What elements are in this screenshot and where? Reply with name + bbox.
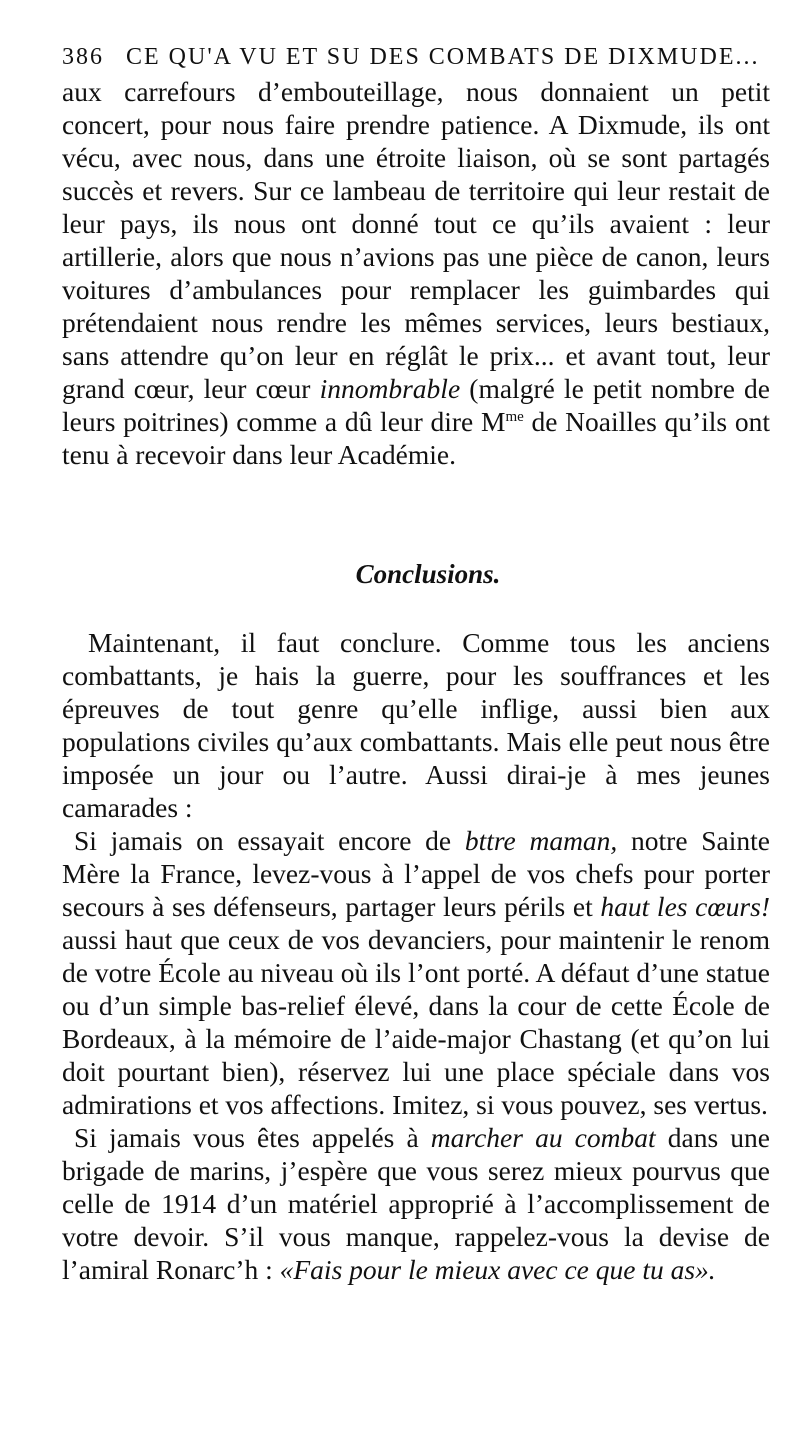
paragraph-motto — [62, 1121, 770, 1286]
paragraph-exhortation — [62, 824, 770, 1121]
paragraph-text: aussi haut que ceux de vos devanciers, pour maintenir le renom de votre École au niveau où ils l’ont porté. A défaut d’une statue ou d’un simple bas-relief élevé, dans la cour de cette École de Bordeaux, à la mémoire de l’aide-major Chastang (et qu’on lui doit pourtant bien), réservez lui une place spéciale dans vos admirations et vos affections. Imitez, si vous pouvez, ses vertus. — [62, 924, 770, 1120]
paragraph-text: (malgré le petit nombre de leurs poitrines) comme a dû leur dire M — [62, 373, 770, 437]
paragraph-text: aux carrefours d’embouteillage, nous donnaient un petit concert, pour nous faire prendre patience. A Dixmude, ils ont vécu, avec nous, dans une étroite liaison, où se sont partagés succès et revers. Sur ce lambeau de territoire qui leur restait de leur pays, ils nous ont donné tout ce qu’ils avaient : leur artillerie, alors que nous n’avions pas une pièce de canon, leurs voitures d’ambulances pour remplacer les guimbardes qui prétendaient nous rendre les mêmes services, leurs bestiaux, sans attendre qu’on leur en réglât le prix... et avant tout, leur grand cœur, leur cœur — [62, 76, 770, 404]
book-page — [62, 44, 770, 1286]
superscript: me — [505, 408, 524, 425]
paragraph-text: Si jamais vous êtes appelés à — [74, 1122, 431, 1153]
italic-text: bttre maman, — [464, 825, 618, 856]
paragraph-belgian-allies — [62, 75, 770, 471]
page-number: 386 — [62, 44, 104, 70]
paragraph-text: de Noailles qu’ils ont tenu à recevoir dans leur Académie. — [62, 406, 770, 470]
italic-text: marcher au combat — [430, 1122, 656, 1153]
section-heading-text: Conclusions. — [355, 559, 501, 589]
italic-text: innombrable — [319, 373, 461, 404]
paragraph-conclusion: Maintenant, il faut conclure. Comme tous les anciens combattants, je hais la guerre, pour les souffrances et les épreuves de tout genre qu’elle inflige, aussi bien aux populations civiles qu’aux combattants. Mais elle peut nous être imposée un jour ou l’autre. Aussi dirai-je à mes jeunes camarades : — [62, 627, 770, 823]
paragraph-text: dans une brigade de marins, j’espère que vous serez mieux pourvus que celle de 1914 d’un matériel approprié à l’accomplissement de votre devoir. S’il vous manque, rappelez-vous la devise de l’amiral Ronarc’h : — [62, 1122, 770, 1285]
italic-text: haut les cœurs! — [600, 891, 770, 922]
running-header — [62, 44, 770, 71]
paragraph-text: notre Sainte Mère la France, levez-vous à l’appel de vos chefs pour porter secours à ses défenseurs, partager leurs périls et — [62, 825, 770, 922]
section-heading — [62, 559, 770, 590]
running-title: CE QU'A VU ET SU DES COMBATS DE DIXMUDE... — [126, 44, 760, 70]
italic-text: «Fais pour le mieux avec ce que tu as». — [279, 1254, 716, 1285]
paragraph-text: Si jamais on essayait encore de — [74, 825, 465, 856]
